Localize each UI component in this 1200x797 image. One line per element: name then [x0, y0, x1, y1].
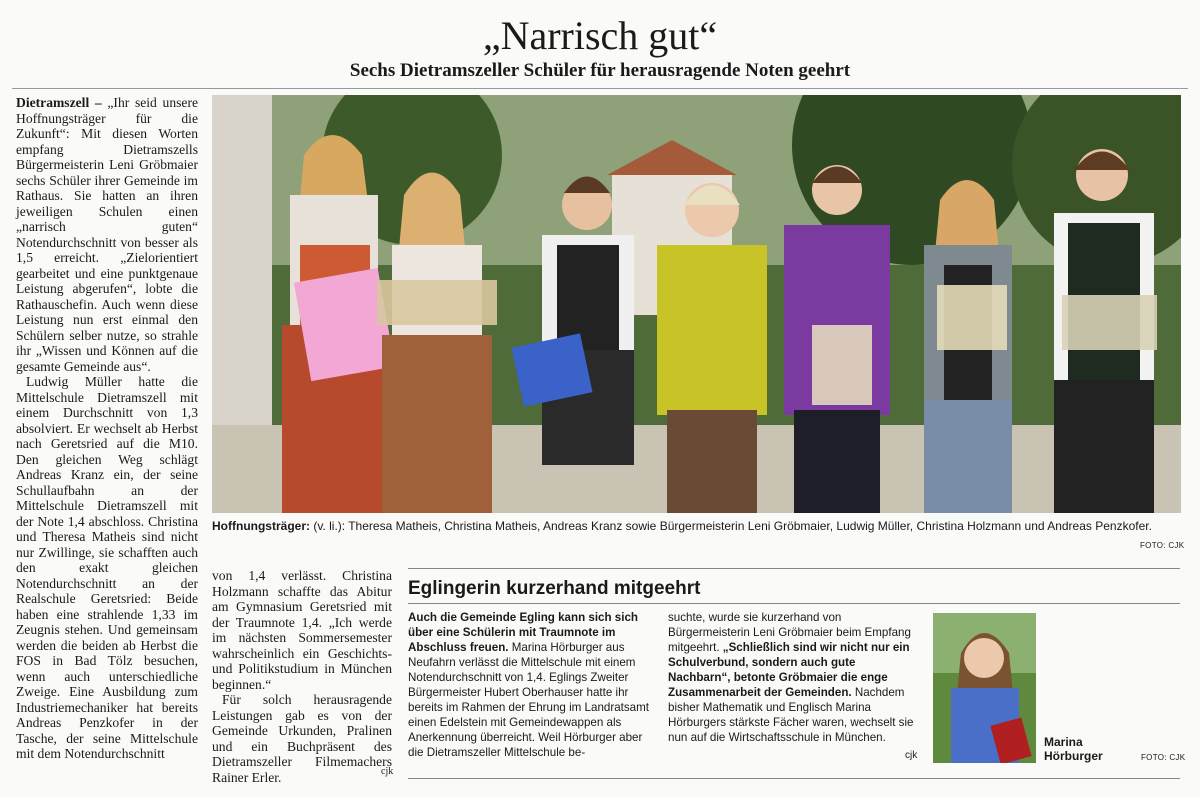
group-photo-illustration: [212, 95, 1181, 513]
article-paragraph: Ludwig Müller hatte die Mittelschule Dietramszell mit einem Durchschnitt von 1,3 absolviert. Er wechselt ab Herbst nach Geretsried auf die M10. Den gleichen Weg schlägt Andreas Kranz ein, der seine Schullaufbahn an der Mittelschule Dietramszell mit der Note 1,4 abschloss. Christina und Theresa Matheis sind nicht nur Zwillinge, sie schafften auch den exakt gleichen Notendurchschnitt an der Realschule Geretsried: Beide haben eine strahlende 1,33 im Zeugnis stehen. Und gemeinsam werden die beiden ab Herbst die FOS in Bad Tölz besuchen, wenn auch unterschiedliche Zweige. Eine Ausbildung zum Industriemechaniker hat bereits Andreas Penzkofer in der Tasche, der seine Mittelschule mit dem Notendurchschnitt: [16, 374, 198, 761]
box-column-1: [408, 610, 656, 760]
portrait-photo: [933, 613, 1036, 763]
photo-caption: Hoffnungsträger: (v. li.): Theresa Matheis, Christina Matheis, Andreas Kranz sowie Bürgermeisterin Leni Gröbmaier, Ludwig Müller, Christina Holzmann und Andreas Penzkofer.: [212, 519, 1152, 533]
box-headline: Eglingerin kurzerhand mitgeehrt: [408, 578, 701, 599]
box-paragraph: Auch die Gemeinde Egling kann sich sich über eine Schülerin mit Traumnote im Abschluss freuen. Marina Hörburger aus Neufahrn verlässt die Mittelschule mit einem Notendurchschnitt von 1,4. Eglings Zweiter Bürgermeister Hubert Oberhauser hatte ihr bereits im Rahmen der Ehrung im Landratsamt einen Edelstein mit Gemeindewappen als Anerkennung überreicht. Weil Hörburger aber die Dietramszeller Mittelschule be-: [408, 611, 650, 759]
subheadline: Sechs Dietramszeller Schüler für herausragende Noten geehrt: [349, 60, 851, 81]
box-paragraph: suchte, wurde sie kurzerhand von Bürgermeisterin Leni Gröbmaier beim Empfang mitgeehrt. „Schließlich sind wir nicht nur ein Schulverbund, sondern auch gute Nachbarn“, betonte Gröbmaier die enge Zusammenarbeit der Gemeinden. Nachdem bisher Mathematik und Englisch Marina Hörburgers stärkste Fächer waren, wechselt sie nun auf die Wirtschaftsschule in München.: [668, 611, 914, 744]
photo-credit: FOTO: CJK: [1140, 541, 1185, 550]
author-signature: cjk: [381, 766, 394, 777]
box-column-2: [668, 610, 920, 745]
group-photo: [212, 95, 1181, 513]
divider: [408, 603, 1180, 604]
article-paragraph: Dietramszell – „Ihr seid unsere Hoffnungsträger für die Zukunft“: Mit diesen Worten empfang Dietramszells Bürgermeisterin Leni Gröbmaier sechs Schüler ihrer Gemeinde im Rathaus. Sie hatten an ihren jeweiligen Schulen einen „narrisch guten“ Notendurchschnitt von besser als 1,5 erreicht. „Zielorientiert gearbeitet und eine punktgenaue Leistung abgerufen“, lobte die Rathauschefin. Auch wenn diese Leistung nun erst einmal den Schülern selber nutze, so strahle ihr „Wissen und Können auf die gesamte Gemeinde aus“.: [16, 95, 199, 374]
headline: „Narrisch gut“: [482, 13, 718, 58]
divider: [408, 568, 1180, 569]
article-paragraph: von 1,4 verlässt. Christina Holzmann schaffte das Abitur am Gymnasium Geretsried mit der Traumnote 1,4. „Ich werde im nächsten Sommersemester wahrscheinlich ein Geschichts- und Politikstudium in München beginnen.“: [212, 568, 392, 692]
dateline: Dietramszell –: [16, 95, 102, 110]
article-paragraph: Für solch herausragende Leistungen gab es von der Gemeinde Urkunden, Pralinen und ein Buchpräsent des Dietramszeller Filmemachers Rainer Erler.: [212, 692, 392, 785]
article-column-2: [212, 568, 392, 785]
box-signature: cjk: [905, 750, 918, 761]
portrait-name: Marina Hörburger: [1044, 735, 1103, 763]
divider: [12, 88, 1188, 89]
divider: [408, 778, 1180, 779]
article-column-1: [16, 95, 198, 762]
portrait-credit: FOTO: CJK: [1141, 753, 1186, 762]
